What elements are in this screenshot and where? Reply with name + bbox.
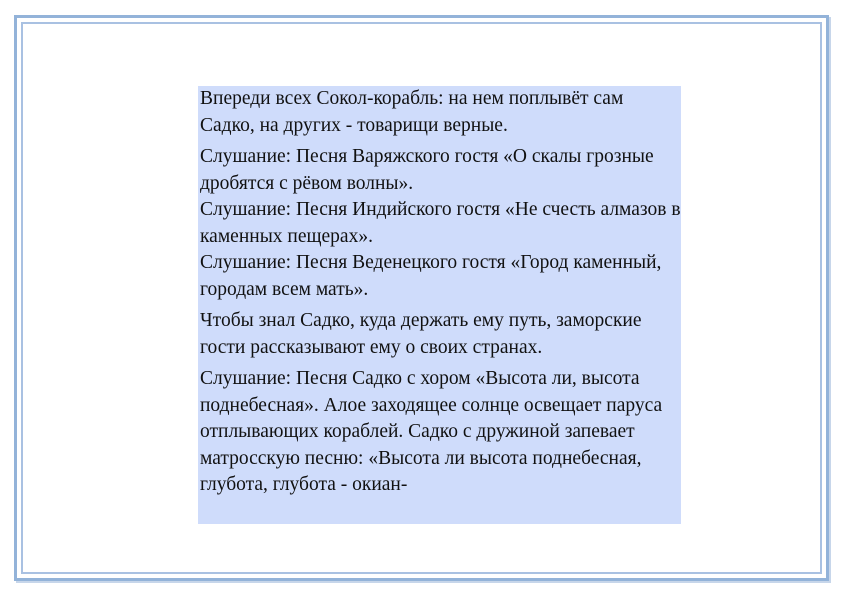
paragraph-indian-song: Слушание: Песня Индийского гостя «Не счесть алмазов в каменных пещерах». — [200, 199, 681, 247]
paragraph-varangian-song: Слушание: Песня Варяжского гостя «О скалы грозные дробятся с рёвом волны». — [200, 146, 654, 194]
paragraph-sadko-chorus: Слушание: Песня Садко с хором «Высота ли, высота поднебесная». Алое заходящее солнце освещает паруса отплывающих кораблей. Садко с дружиной запевает матросскую песню: «Высота ли высота поднебесная, глубота, глубота - окиан- — [200, 368, 663, 495]
paragraph-venetian-song: Слушание: Песня Веденецкого гостя «Город каменный, городам всем мать». — [200, 252, 662, 300]
text-box — [198, 86, 681, 524]
paragraph-sokol-ship: Впереди всех Сокол-корабль: на нем поплывёт сам Садко, на других - товарищи верные. — [200, 88, 624, 136]
paragraph-guests-tell: Чтобы знал Садко, куда держать ему путь, заморские гости рассказывают ему о своих странах. — [200, 310, 642, 358]
